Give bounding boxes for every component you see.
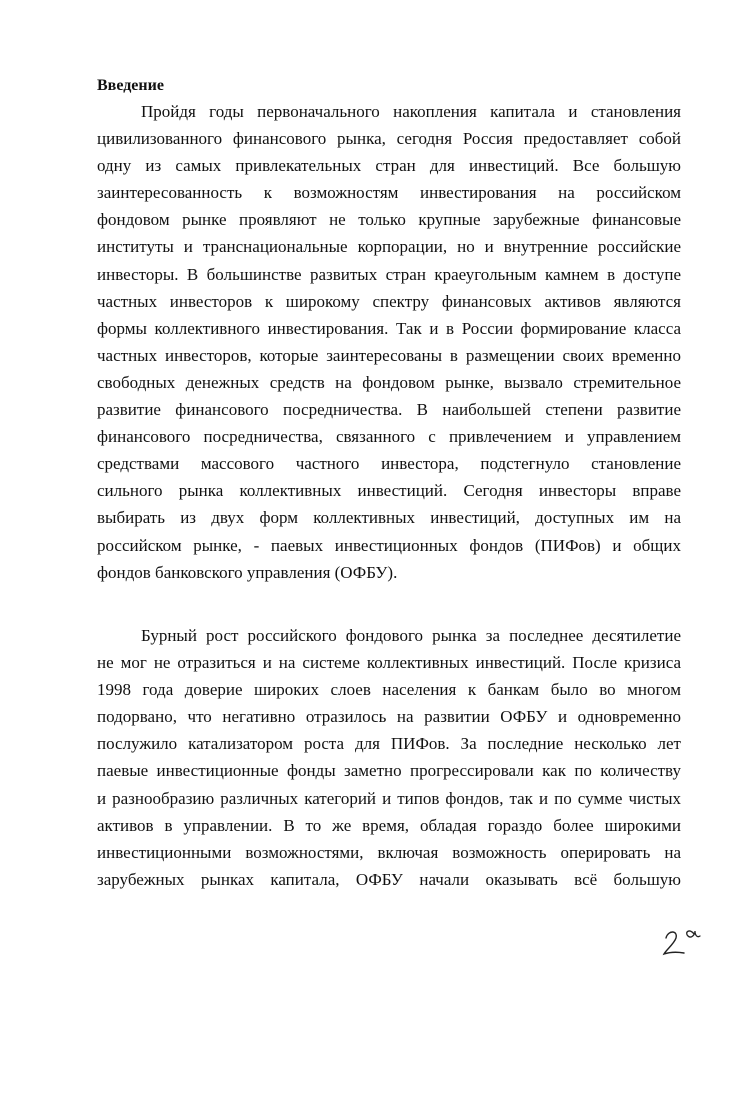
text-line: 1998 года доверие широких слоев населения к банкам было во многом bbox=[97, 680, 681, 700]
text-line: заинтересованность к возможностям инвестирования на российском bbox=[97, 183, 681, 203]
paragraph-2 bbox=[97, 622, 681, 893]
text-line: финансового посредничества, связанного с привлечением и управлением bbox=[97, 427, 681, 447]
text-line: активов в управлении. В то же время, обладая гораздо более широкими bbox=[97, 815, 681, 835]
text-line: свободных денежных средств на фондовом рынке, вызвало стремительное bbox=[97, 372, 681, 392]
text-line: частных инвесторов, которые заинтересованы в размещении своих временно bbox=[97, 345, 681, 365]
text-line: выбирать из двух форм коллективных инвестиций, доступных им на bbox=[97, 508, 681, 528]
text-line: сильного рынка коллективных инвестиций. Сегодня инвесторы вправе bbox=[97, 481, 681, 501]
paragraph-1 bbox=[97, 98, 681, 586]
text-line: Бурный рост российского фондового рынка за последнее десятилетие bbox=[141, 626, 681, 645]
text-line: российском рынке, - паевых инвестиционных фондов (ПИФов) и общих bbox=[97, 535, 681, 555]
text-line: инвесторы. В большинстве развитых стран краеугольным камнем в доступе bbox=[97, 264, 681, 284]
text-line: инвестиционными возможностями, включая возможность оперировать на bbox=[97, 842, 681, 862]
section-heading: Введение bbox=[97, 77, 164, 94]
text-line: фондовом рынке проявляют не только крупные зарубежные финансовые bbox=[97, 210, 681, 230]
text-line: частных инвесторов к широкому спектру финансовых активов являются bbox=[97, 291, 681, 311]
handwritten-page-number bbox=[660, 920, 710, 960]
text-line: паевые инвестиционные фонды заметно прогрессировали как по количеству bbox=[97, 761, 681, 781]
text-line: Пройдя годы первоначального накопления капитала и становления bbox=[141, 102, 681, 121]
text-line: фондов банковского управления (ОФБУ). bbox=[97, 562, 398, 582]
text-line: институты и транснациональные корпорации, но и внутренние российские bbox=[97, 237, 681, 257]
text-line: и разнообразию различных категорий и типов фондов, так и по сумме чистых bbox=[97, 788, 681, 808]
text-line: средствами массового частного инвестора, подстегнуло становление bbox=[97, 454, 681, 474]
text-line: подорвано, что негативно отразилось на развитии ОФБУ и одновременно bbox=[97, 707, 681, 727]
text-line: цивилизованного финансового рынка, сегодня Россия предоставляет собой bbox=[97, 129, 681, 149]
text-line: развитие финансового посредничества. В наибольшей степени развитие bbox=[97, 400, 681, 420]
text-line: зарубежных рынках капитала, ОФБУ начали оказывать всё большую bbox=[97, 869, 681, 889]
text-line: послужило катализатором роста для ПИФов. За последние несколько лет bbox=[97, 734, 681, 754]
text-line: формы коллективного инвестирования. Так и в России формирование класса bbox=[97, 318, 681, 338]
text-line: одну из самых привлекательных стран для инвестиций. Все большую bbox=[97, 156, 681, 176]
text-line: не мог не отразиться и на системе коллективных инвестиций. После кризиса bbox=[97, 653, 681, 673]
